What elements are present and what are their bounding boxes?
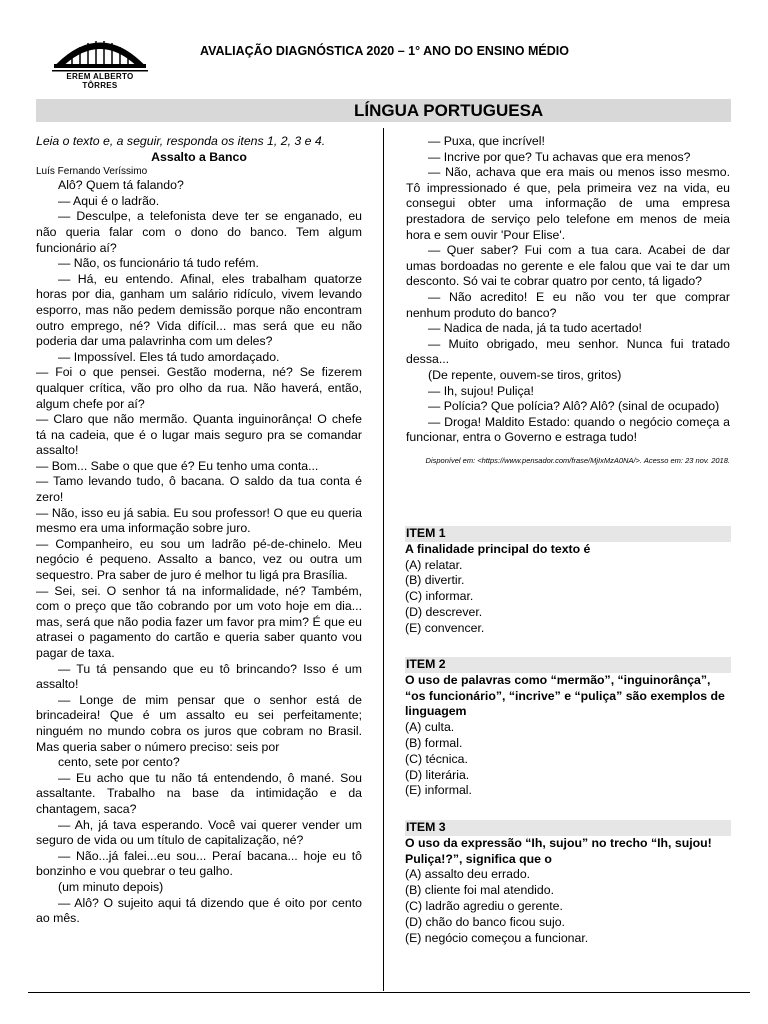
item-2 [405,657,731,799]
paragraph: — Nadica de nada, já ta tudo acertado! [428,321,642,336]
paragraph: cento, sete por cento? [58,755,180,770]
paragraph: — Bom... Sabe o que que é? Eu tenho uma conta... [36,458,319,473]
paragraph: — Tu tá pensando que eu tô brincando? Isso é um assalto! [36,661,362,692]
subject-title: LÍNGUA PORTUGUESA [354,101,544,120]
paragraph: — Longe de mim pensar que o senhor está de brincadeira! Que é um assalto eu sei perfeitamente; ninguém no mundo cobra os juros que cobram no Brasil. Mas queria saber o número preciso: seis por [36,692,362,754]
paragraph: — Não...já falei...eu sou... Peraí bacana... hoje eu tô bonzinho e vou quebrar o teu galho. [36,848,362,879]
school-name: EREM ALBERTO TÔRRES [66,72,134,90]
paragraph: — Tamo levando tudo, ô bacana. O saldo da tua conta é zero! [36,474,362,505]
paragraph: — Eu acho que tu não tá entendendo, ô mané. Sou assaltante. Trabalho na base da intimidação e da chantagem, saca? [36,770,362,816]
paragraph: Alô? Quem tá falando? [58,178,184,193]
column-divider [383,128,384,991]
text-source: Disponível em: <https://www.pensador.com/frase/MjIxMzA0NA/>. Acesso em: 23 nov. 2018. [425,455,730,465]
paragraph: — Muito obrigado, meu senhor. Nunca fui tratado dessa... [406,336,730,367]
item-stem: O uso de palavras como “mermão”, “inguinorânça”, “os funcionário”, “incrive” e “puliça” são exemplos de linguagem [405,672,725,719]
item-label: ITEM 1 [405,526,731,542]
paragraph: — Alô? O sujeito aqui tá dizendo que é oito por cento ao mês. [36,895,362,926]
item-stem: A finalidade principal do texto é [405,541,591,556]
option[interactable]: (B) divertir. [405,573,465,588]
paragraph: — Não, achava que era mais ou menos isso mesmo. Tô impressionado é que, pela primeira vez na vida, eu consegui obter uma informação de uma empresa prestadora de serviço pelo telefone em menos de meia hora e sem ouvir 'Pour Elise'. [406,165,730,242]
paragraph: (De repente, ouvem-se tiros, gritos) [428,367,622,382]
paragraph: — Há, eu entendo. Afinal, eles trabalham quatorze horas por dia, ganham um salário ridículo, vivem levando esporro, mas não pedem demissão porque não encontram outro emprego, né? Vida difícil... mas será que eu não poderia dar uma palavrinha com um deles? [36,271,362,349]
paragraph: — Não, os funcionário tá tudo refém. [58,256,259,271]
paragraph: — Droga! Maldito Estado: quando o negócio começa a funcionar, entra o Governo e estraga tudo! [406,414,730,445]
item-label: ITEM 2 [405,657,731,673]
item-3 [405,820,731,946]
paragraph: — Puxa, que incrível! [428,134,545,148]
option[interactable]: (D) literária. [405,767,470,782]
text-left-column [36,134,362,927]
option[interactable]: (D) chão do banco ficou sujo. [405,914,565,929]
paragraph: — Incrive por que? Tu achavas que era menos? [428,149,691,164]
paragraph: — Companheiro, eu sou um ladrão pé-de-chinelo. Meu negócio é pequeno. Assalto a banco, vez ou outra um sequestro. Pra saber de juro é melhor tu ligá pra Brasília. [36,536,362,583]
exam-title: AVALIAÇÃO DIAGNÓSTICA 2020 – 1° ANO DO ENSINO MÉDIO [200,44,569,58]
option[interactable]: (A) culta. [405,720,455,735]
paragraph: — Quer saber? Fui com a tua cara. Acabei de dar umas bordoadas no gerente e ele falou que vai te dar um desconto. Só vai te cobrar quatro por cento, tá ligado? [406,243,730,289]
option[interactable]: (A) relatar. [405,557,463,572]
option[interactable]: (C) técnica. [405,751,468,766]
instruction: Leia o texto e, a seguir, responda os itens 1, 2, 3 e 4. [36,134,326,148]
paragraph: — Foi o que pensei. Gestão moderna, né? Se fizerem qualquer crítica, vão pro olho da rua. Não haverá, então, algum chefe por aí? [36,365,362,411]
item-stem: O uso da expressão “Ih, sujou” no trecho “Ih, sujou! Puliça!?”, significa que o [405,835,712,866]
paragraph: — Claro que não mermão. Quanta inguinorânça! O chefe tá na cadeia, que é o lugar mais seguro pra se comandar assalto! [36,412,362,458]
paragraph: — Ih, sujou! Puliça! [428,383,534,398]
option[interactable]: (C) ladrão agrediu o gerente. [405,898,563,913]
paragraph: — Sei, sei. O senhor tá na informalidade, né? Também, com o preço que tão cobrando por um voto hoje em dia... mas, será que não podia fazer um favor pra mim? É que eu atrasei o pagamento do cartão e queria saber quanto vou pagar de taxa. [36,583,362,660]
paragraph: — Não, isso eu já sabia. Eu sou professor! O que eu queria mesmo era uma informação sobre juro. [36,505,362,536]
item-1 [405,526,731,637]
paragraph: (um minuto depois) [58,879,164,894]
paragraph: — Desculpe, a telefonista deve ter se enganado, eu não queria falar com o dono do banco. Tem algum funcionário aí? [36,209,362,255]
text-right-column [406,134,730,466]
option[interactable]: (D) descrever. [405,604,483,619]
option[interactable]: (C) informar. [405,589,474,604]
text-title: Assalto a Banco [151,149,247,164]
option[interactable]: (A) assalto deu errado. [405,867,531,882]
option[interactable]: (B) cliente foi mal atendido. [405,883,555,898]
option[interactable]: (E) convencer. [405,620,485,635]
paragraph: — Aqui é o ladrão. [58,193,160,208]
subject-bar [36,99,731,122]
option[interactable]: (E) negócio começou a funcionar. [405,930,589,945]
paragraph: — Polícia? Que polícia? Alô? Alô? (sinal de ocupado) [428,399,720,414]
paragraph: — Ah, já tava esperando. Você vai querer vender um seguro de vida ou um título de capitalização, né? [36,817,362,848]
paragraph: — Não acredito! E eu não vou ter que comprar nenhum produto do banco? [406,289,730,320]
item-label: ITEM 3 [405,820,731,836]
paragraph: — Impossível. Eles tá tudo amordaçado. [58,349,280,364]
option[interactable]: (E) informal. [405,783,472,798]
text-author: Luís Fernando Veríssimo [36,166,148,178]
option[interactable]: (B) formal. [405,735,463,750]
